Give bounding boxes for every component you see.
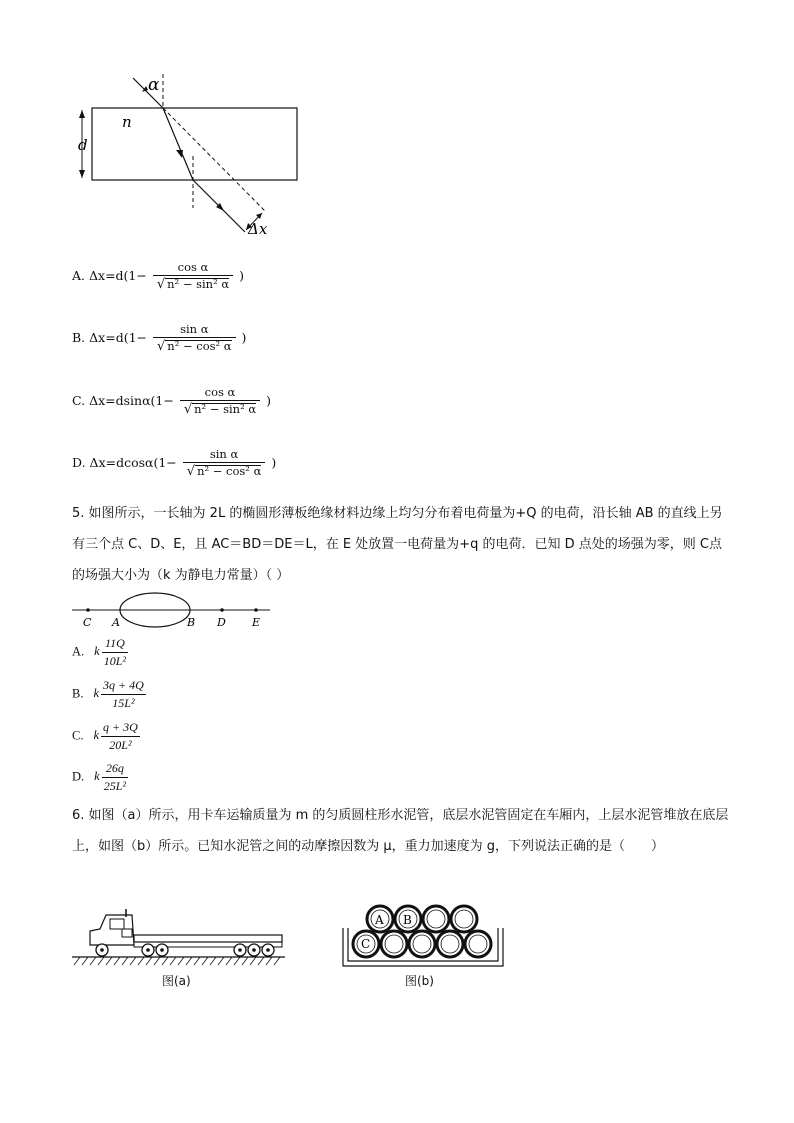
q4-option-d[interactable]: D. Δx=dcosα(1− $\frac{\text{sin α}}{\text{√ n² − cos² α}}$ ) [72,447,277,479]
k-constant: k [93,686,100,701]
q5-option-b[interactable] [72,678,146,711]
d-label: d [78,136,88,154]
option-suffix: ) [241,329,247,345]
pipe-c-label: C [361,937,371,951]
pipe-a-label: A [375,913,384,927]
fraction-denominator: n² − sin² α [167,276,230,291]
fraction-denominator: 15L² [101,694,146,711]
fraction-numerator: q + 3Q [103,720,138,734]
q4-option-a[interactable]: A. Δx=d(1− $\frac{\text{cos α}}{\text{√ n² − sin² α}}$ ) [72,260,244,292]
refraction-figure [70,70,310,240]
option-suffix: ) [266,392,271,408]
n-label: n [122,113,132,131]
q4-option-c[interactable]: C. Δx=dsinα(1− $\frac{\text{cos α}}{\text{√ n² − sin² α}}$ ) [72,385,271,417]
option-suffix: ) [271,454,277,470]
pipe-stack-figure [340,902,510,972]
fraction-denominator: 20L² [101,736,140,753]
q5-option-a[interactable] [72,636,128,669]
point-b-label: B [187,616,196,629]
option-letter: B. [72,329,86,345]
option-letter: A. [72,267,86,283]
dx-label: Δx [248,220,268,238]
point-e-label: E [252,616,261,629]
k-constant: k [93,728,100,743]
fraction-denominator: n² − sin² α [194,401,257,416]
alpha-label: α [148,75,160,95]
option-prefix: Δx=dsinα(1− [89,392,174,408]
option-letter: D. [72,454,86,470]
fraction-denominator: 25L² [103,779,126,793]
option-letter: A. [72,644,85,659]
option-letter: D. [72,769,85,784]
q5-option-c[interactable] [72,720,140,753]
fraction-denominator: n² − cos² α [197,463,262,478]
figure-b-caption: 图(b) [405,974,434,988]
fraction-numerator: 3q + 4Q [103,678,144,692]
figure-a-caption: 图(a) [162,974,191,988]
k-constant: k [94,769,100,784]
option-letter: B. [72,686,84,701]
q6-stem: 6. 如图（a）所示，用卡车运输质量为 m 的匀质圆柱形水泥管，底层水泥管固定在车厢内，上层水泥管堆放在底层上，如图（b）所示。已知水泥管之间的动摩擦因数为 μ，重力加速度为 g，下列说法正确的是（ ） [72,808,729,854]
fraction-denominator: 10L² [103,654,126,668]
fraction-numerator: 26q [105,761,124,775]
point-c-label: C [83,616,92,629]
option-prefix: Δx=d(1− [89,329,148,345]
q5-stem: 5. 如图所示，一长轴为 2L 的椭圆形薄板绝缘材料边缘上均匀分布着电荷量为+Q 的电荷，沿长轴 AB 的直线上另有三个点 C、D、E，且 AC＝BD＝DE＝L，在 E 处放置一电荷量为+q 的电荷．已知 D 点处的场强为零，则 C点的场强大小为（k 为静电力常量）（ ） [72,506,723,583]
q4-option-b[interactable]: B. Δx=d(1− $\frac{\text{sin α}}{\text{√ n² − cos² α}}$ ) [72,322,247,354]
fraction-numerator: 11Q [104,636,125,650]
option-letter: C. [72,392,86,408]
fraction-numerator: sin α [180,322,209,336]
k-constant: k [94,644,100,659]
fraction-numerator: cos α [204,385,236,399]
option-letter: C. [72,728,84,743]
point-a-label: A [112,616,120,629]
truck-figure [70,905,290,970]
fraction-denominator: n² − cos² α [167,338,232,353]
option-prefix: Δx=dcosα(1− [89,454,177,470]
ellipse-axis-figure [70,590,280,630]
point-d-label: D [217,616,226,629]
q5-option-d[interactable] [72,761,128,794]
fraction-numerator: cos α [177,260,209,274]
option-suffix: ) [239,267,244,283]
pipe-b-label: B [403,913,412,927]
option-prefix: Δx=d(1− [89,267,147,283]
fraction-numerator: sin α [209,447,239,461]
